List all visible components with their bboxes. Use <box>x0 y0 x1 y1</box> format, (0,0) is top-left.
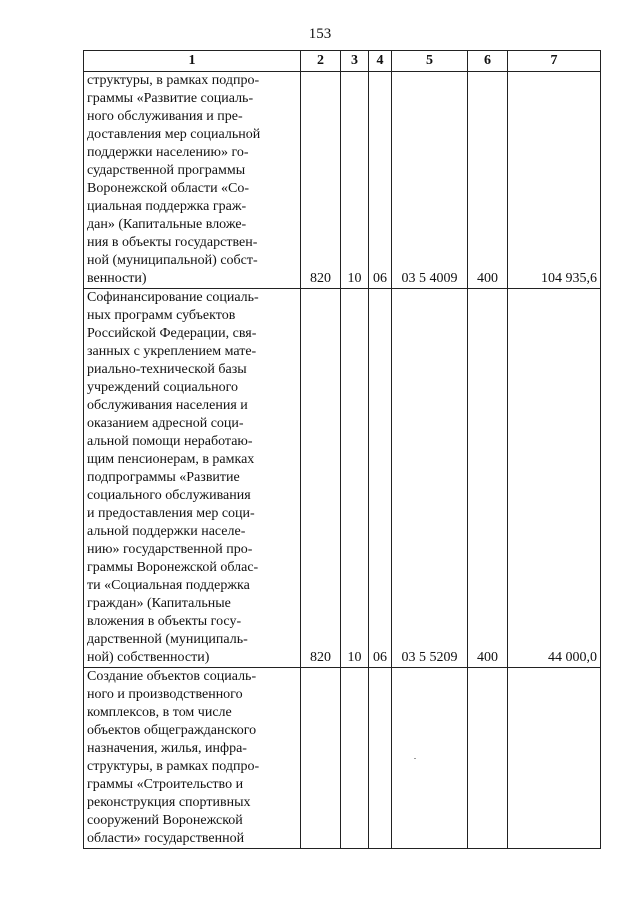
row-amount <box>508 668 601 849</box>
row-description: Создание объектов социаль- ного и производственного комплексов, в том числе объектов общегражданского назначения, жилья, инфра- структуры, в рамках подпро- граммы «Строительство и реконструкция спортивных сооружений Воронежской области» государственной <box>84 668 301 849</box>
row-description: структуры, в рамках подпро- граммы «Развитие социаль- ного обслуживания и пре- доставления мер социальной поддержки населению» го- сударственной программы Воронежской области «Со- циальная поддержка граж- дан» (Капитальные вложе- ния в объекты государствен- ной (муниципальной) собст- венности) <box>84 72 301 289</box>
row-col-5 <box>392 668 468 849</box>
row-col-2 <box>301 668 341 849</box>
row-col-4: 06 <box>369 289 392 668</box>
header-col-7: 7 <box>508 51 601 72</box>
row-col-4: 06 <box>369 72 392 289</box>
row-col-2: 820 <box>301 72 341 289</box>
table-row <box>84 72 601 289</box>
budget-table <box>83 50 601 849</box>
header-row <box>84 51 601 72</box>
row-amount: 104 935,6 <box>508 72 601 289</box>
header-col-2: 2 <box>301 51 341 72</box>
row-col-6 <box>468 668 508 849</box>
header-col-4: 4 <box>369 51 392 72</box>
page-number: 153 <box>308 26 332 42</box>
row-description: Софинансирование социаль- ных программ субъектов Российской Федерации, свя- занных с укреплением мате- риально-технической базы учреждений социального обслуживания населения и оказанием адресной соци- альной помощи неработаю- щим пенсионерам, в рамках подпрограммы «Развитие социального обслуживания и предоставления мер соци- альной поддержки населе- нию» государственной про- граммы Воронежской облас- ти «Социальная поддержка граждан» (Капитальные вложения в объекты госу- дарственной (муниципаль- ной) собственности) <box>84 289 301 668</box>
header-col-3: 3 <box>341 51 369 72</box>
scan-speck <box>414 758 416 759</box>
row-amount: 44 000,0 <box>508 289 601 668</box>
row-col-3 <box>341 668 369 849</box>
header-col-5: 5 <box>392 51 468 72</box>
header-col-1: 1 <box>84 51 301 72</box>
table-row <box>84 289 601 668</box>
row-col-6: 400 <box>468 72 508 289</box>
header-col-6: 6 <box>468 51 508 72</box>
row-col-2: 820 <box>301 289 341 668</box>
row-col-6: 400 <box>468 289 508 668</box>
row-col-5: 03 5 4009 <box>392 72 468 289</box>
row-col-4 <box>369 668 392 849</box>
row-col-3: 10 <box>341 289 369 668</box>
row-col-3: 10 <box>341 72 369 289</box>
row-col-5: 03 5 5209 <box>392 289 468 668</box>
table-row <box>84 668 601 849</box>
